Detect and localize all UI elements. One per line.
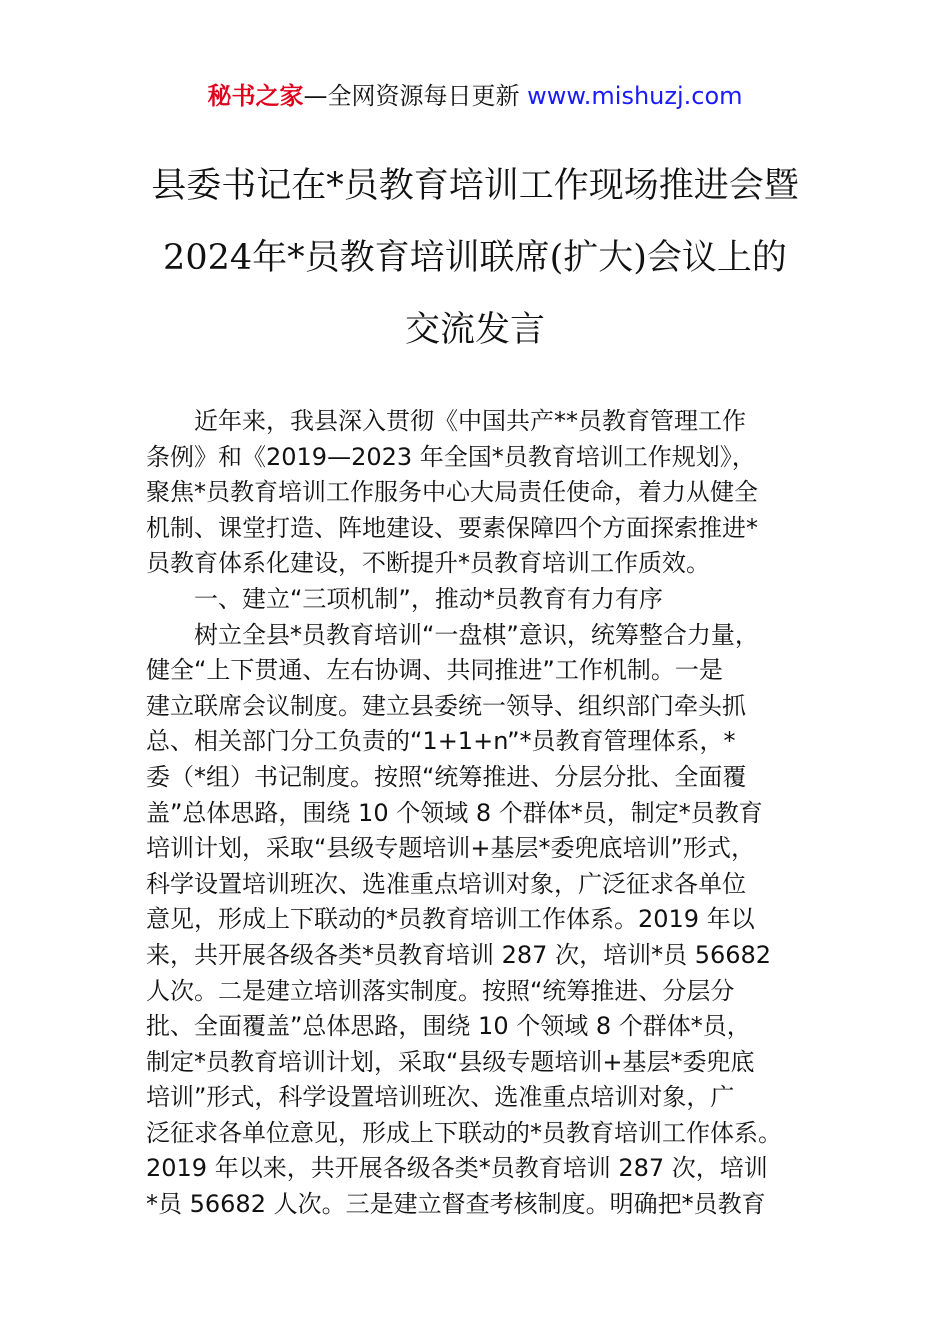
paragraph-line: 意见，形成上下联动的*员教育培训工作体系。2019 年以 <box>146 905 755 934</box>
paragraph-line: *员 56682 人次。三是建立督查考核制度。明确把*员教育 <box>146 1190 766 1219</box>
paragraph-line: 员教育体系化建设，不断提升*员教育培训工作质效。 <box>146 549 710 578</box>
title-line-1: 县委书记在*员教育培训工作现场推进会暨 <box>151 166 799 206</box>
paragraph-line: 近年来，我县深入贯彻《中国共产**员教育管理工作 <box>194 407 746 435</box>
paragraph-line: 培训”形式，科学设置培训班次、选准重点培训对象，广 <box>146 1083 735 1112</box>
paragraph-line: 2019 年以来，共开展各级各类*员教育培训 287 次，培训 <box>146 1154 768 1183</box>
document-body <box>146 404 836 1223</box>
paragraph-line: 来，共开展各级各类*员教育培训 287 次，培训*员 56682 <box>146 940 772 969</box>
title-line-3: 交流发言 <box>404 310 545 350</box>
title-line-2: 2024年*员教育培训联席(扩大)会议上的 <box>163 238 787 278</box>
paragraph-line: 机制、课堂打造、阵地建设、要素保障四个方面探索推进* <box>146 513 758 542</box>
document-title <box>0 150 950 366</box>
paragraph-line: 批、全面覆盖”总体思路，围绕 10 个领域 8 个群体*员， <box>146 1012 751 1041</box>
brand-name: 秘书之家 <box>207 82 304 110</box>
paragraph-line: 条例》和《2019—2023 年全国*员教育培训工作规划》， <box>146 442 756 471</box>
paragraph-line: 制定*员教育培训计划，采取“县级专题培训+基层*委兜底 <box>146 1047 755 1076</box>
paragraph-line: 总、相关部门分工负责的“1+1+n”*员教育管理体系，* <box>146 727 736 756</box>
site-url-link[interactable]: www.mishuzj.com <box>527 82 743 110</box>
site-header <box>0 80 950 112</box>
section-heading: 一、建立“三项机制”，推动*员教育有力有序 <box>194 584 663 613</box>
paragraph-line: 聚焦*员教育培训工作服务中心大局责任使命，着力从健全 <box>146 478 758 507</box>
paragraph-line: 培训计划，采取“县级专题培训+基层*委兜底培训”形式， <box>146 834 755 863</box>
paragraph-line: 树立全县*员教育培训“一盘棋”意识，统筹整合力量， <box>194 620 759 649</box>
header-tagline: —全网资源每日更新 <box>303 82 528 110</box>
paragraph-line: 人次。二是建立培训落实制度。按照“统筹推进、分层分 <box>146 976 735 1005</box>
paragraph-line: 盖”总体思路，围绕 10 个领域 8 个群体*员，制定*员教育 <box>146 798 763 827</box>
paragraph-line: 委（*组）书记制度。按照“统筹推进、分层分批、全面覆 <box>146 762 747 791</box>
paragraph-line: 泛征求各单位意见，形成上下联动的*员教育培训工作体系。 <box>146 1118 782 1147</box>
paragraph-line: 建立联席会议制度。建立县委统一领导、组织部门牵头抓 <box>146 691 746 720</box>
paragraph-line: 科学设置培训班次、选准重点培训对象，广泛征求各单位 <box>146 869 746 898</box>
paragraph-line: 健全“上下贯通、左右协调、共同推进”工作机制。一是 <box>146 656 723 685</box>
